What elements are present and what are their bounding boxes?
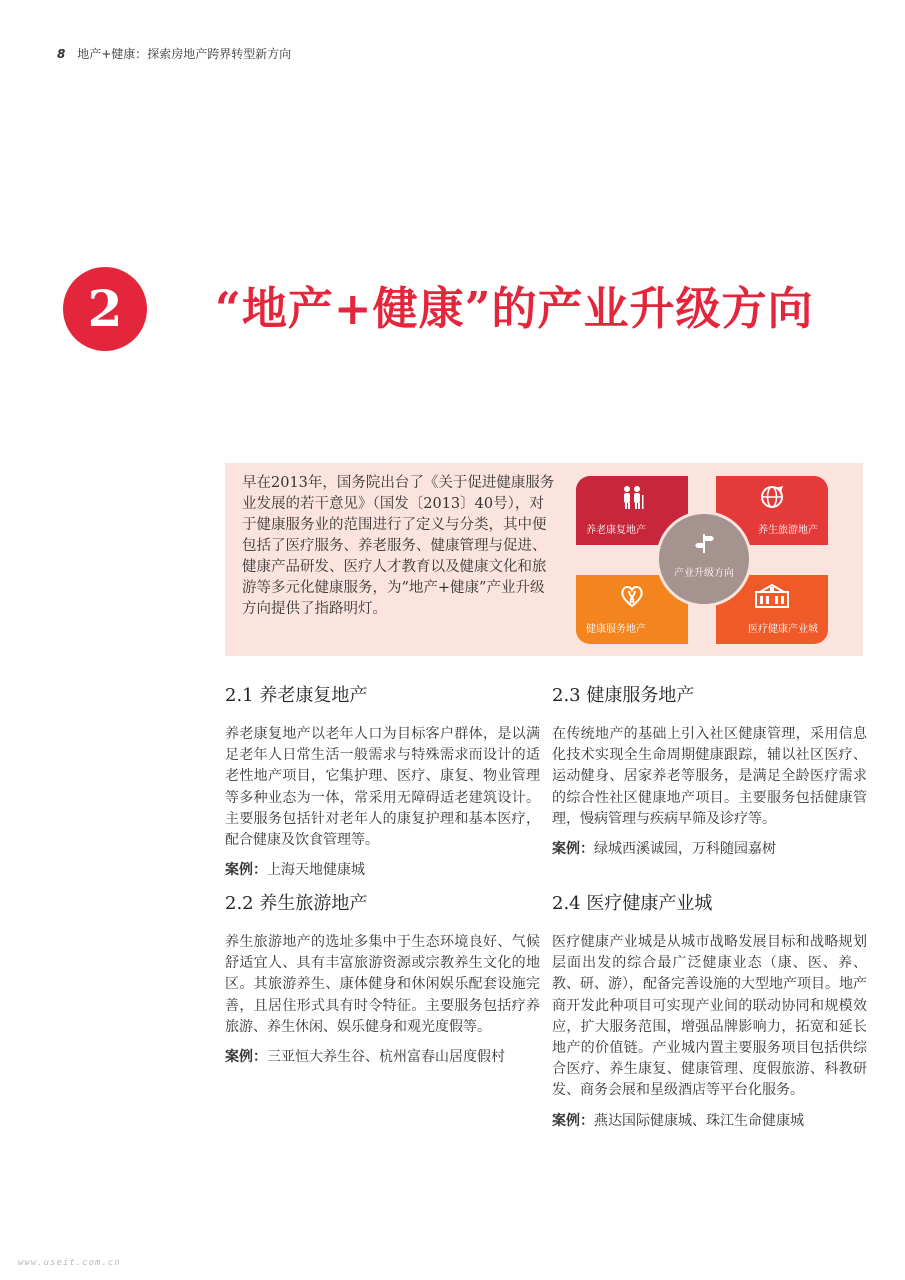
section-wellness-tourism xyxy=(225,892,540,1067)
case-text: 绿城西溪诚园，万科随园嘉树 xyxy=(594,841,776,858)
section-body: 医疗健康产业城是从城市战略发展目标和战略规划层面出发的综合最广泛健康业态（康、医、养、教、研、游），配备完善设施的大型地产项目。地产商开发此种项目可实现产业间的联动协同和规模效应，扩大服务范围，增强品牌影响力，拓宽和延长地产的价值链。产业城内置主要服务项目包括供综合医疗、养生康复、健康管理、度假旅游、科教研发、商务会展和星级酒店等平台化服务。 xyxy=(552,934,867,1099)
section-heading: 2.4 医疗健康产业城 xyxy=(552,893,713,914)
section-heading: 2.2 养生旅游地产 xyxy=(225,893,368,914)
quadrant-label: 养生旅游地产 xyxy=(758,525,818,536)
intro-text: 早在2013年，国务院出台了《关于促进健康服务业发展的若干意见》（国发〔2013〕40号），对于健康服务业的范围进行了定义与分类，其中便包括了医疗服务、养老服务、健康管理与促进、健康产品研发、医疗人才教育以及健康文化和旅游等多元化健康服务，为“地产+健康”产业升级方向提供了指路明灯。 xyxy=(242,475,555,617)
case-label: 案例： xyxy=(552,841,594,858)
section-body: 养老康复地产以老年人口为目标客户群体，是以满足老年人日常生活一般需求与特殊需求而设计的适老性地产项目，它集护理、医疗、康复、物业管理等多种业态为一体，常采用无障碍适老建筑设计。主要服务包括针对老年人的康复护理和基本医疗，配合健康及饮食管理等。 xyxy=(225,726,540,849)
page-number: 8 xyxy=(57,47,66,61)
section-health-service xyxy=(552,684,867,882)
case-line xyxy=(552,839,867,859)
section-body: 养生旅游地产的选址多集中于生态环境良好、气候舒适宜人、具有丰富旅游资源或宗教养生文化的地区。其旅游养生、康体健身和休闲娱乐配套设施完善，且居住形式具有时令特征。主要服务包括疗养旅游、养生休闲、娱乐健身和观光度假等。 xyxy=(225,934,540,1035)
watermark: www.useit.com.cn xyxy=(18,1258,121,1268)
section-elderly-care xyxy=(225,684,540,882)
quadrant-label: 医疗健康产业城 xyxy=(748,624,818,635)
diagram-center-circle xyxy=(656,511,752,607)
running-title: 地产+健康：探索房地产跨界转型新方向 xyxy=(77,47,292,61)
case-text: 燕达国际健康城、珠江生命健康城 xyxy=(594,1112,804,1129)
quadrant-label: 养老康复地产 xyxy=(586,525,646,536)
running-header xyxy=(57,45,291,62)
case-label: 案例： xyxy=(225,862,267,879)
quadrant-label: 健康服务地产 xyxy=(586,624,646,635)
right-column xyxy=(552,684,867,1131)
section-heading: 2.3 健康服务地产 xyxy=(552,685,695,706)
case-label: 案例： xyxy=(552,1112,594,1129)
signpost-icon xyxy=(659,532,749,558)
intro-box xyxy=(225,463,863,656)
case-line xyxy=(552,1111,867,1131)
section-heading: 2.1 养老康复地产 xyxy=(225,685,368,706)
case-text: 上海天地健康城 xyxy=(267,862,365,879)
case-line xyxy=(225,1047,540,1067)
case-text: 三亚恒大养生谷、杭州富春山居度假村 xyxy=(267,1049,505,1066)
chapter-number-badge: 2 xyxy=(63,267,147,351)
globe-plane-icon xyxy=(716,484,828,516)
section-medical-industry-city xyxy=(552,892,867,1131)
section-body: 在传统地产的基础上引入社区健康管理，采用信息化技术实现全生命周期健康跟踪，辅以社区医疗、运动健身、居家养老等服务，是满足全龄医疗需求的综合性社区健康地产项目。主要服务包括健康管理，慢病管理与疾病早筛及诊疗等。 xyxy=(552,726,867,827)
elderly-people-icon xyxy=(576,484,688,516)
case-label: 案例： xyxy=(225,1049,267,1066)
case-line xyxy=(225,860,540,880)
left-column xyxy=(225,684,540,1067)
chapter-title: “地产+健康”的产业升级方向 xyxy=(215,282,814,335)
diagram-center-label: 产业升级方向 xyxy=(674,568,734,579)
